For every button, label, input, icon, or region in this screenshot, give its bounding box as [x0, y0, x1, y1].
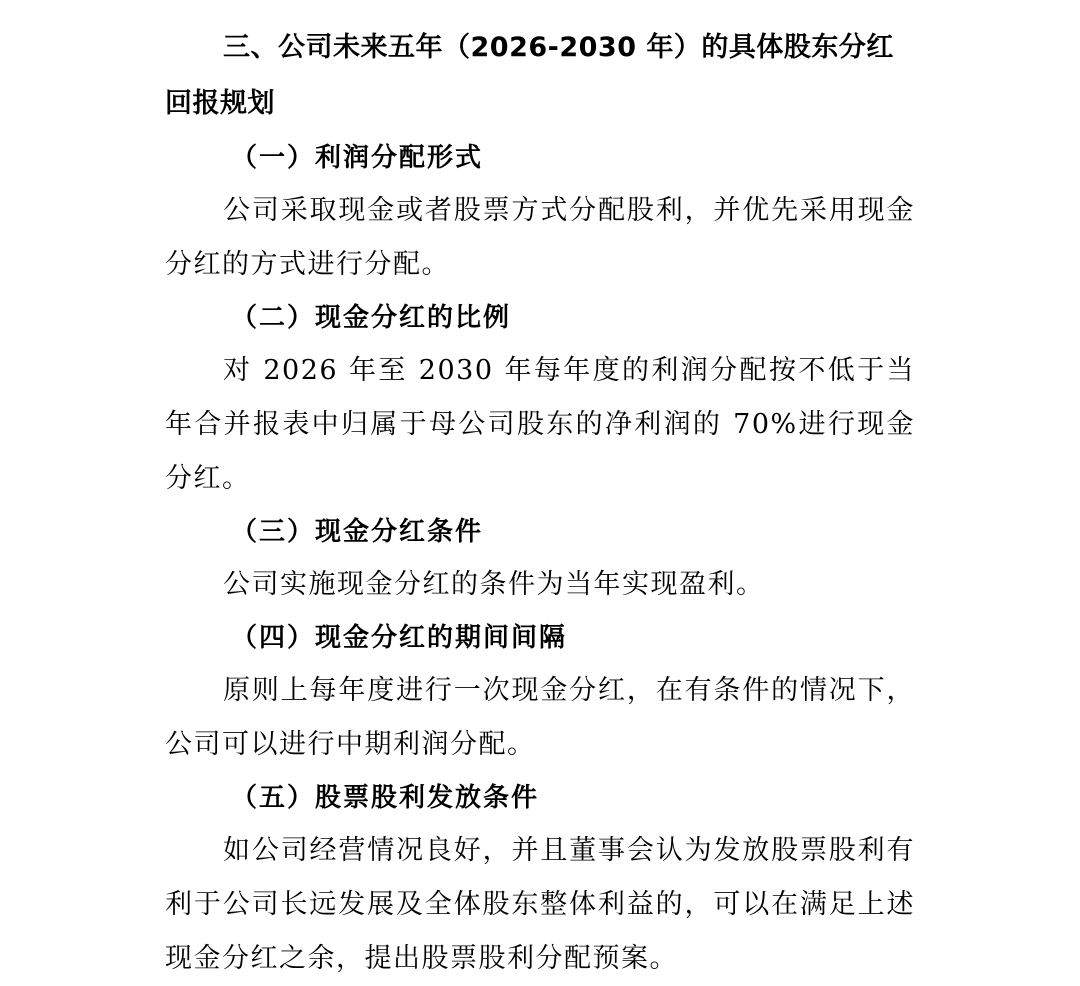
- section-cash-dividend-interval: [165, 612, 915, 772]
- main-heading: 三、公司未来五年（2026-2030 年）的具体股东分红回报规划: [165, 32, 894, 119]
- section-paragraph: 对 2026 年至 2030 年每年度的利润分配按不低于当年合并报表中归属于母公司股东的净利润的 70%进行现金分红。: [165, 355, 915, 494]
- section-paragraph: 公司采取现金或者股票方式分配股利，并优先采用现金分红的方式进行分配。: [165, 195, 915, 280]
- section-paragraph: 原则上每年度进行一次现金分红，在有条件的情况下，公司可以进行中期利润分配。: [165, 675, 915, 760]
- section-paragraph: 公司实施现金分红的条件为当年实现盈利。: [223, 569, 765, 600]
- section-cash-dividend-conditions: [165, 506, 915, 612]
- section-profit-distribution-form: [165, 132, 915, 292]
- section-title: （三）现金分红条件: [231, 517, 484, 547]
- section-title: （四）现金分红的期间间隔: [231, 623, 568, 653]
- section-title: （二）现金分红的比例: [231, 303, 512, 333]
- section-title: （一）利润分配形式: [231, 143, 484, 173]
- section-stock-dividend-conditions: [165, 772, 915, 986]
- section-paragraph: 如公司经营情况良好，并且董事会认为发放股票股利有利于公司长远发展及全体股东整体利益的，可以在满足上述现金分红之余，提出股票股利分配预案。: [165, 835, 915, 974]
- document-page: [165, 20, 915, 986]
- section-cash-dividend-ratio: [165, 292, 915, 506]
- section-title: （五）股票股利发放条件: [231, 783, 540, 813]
